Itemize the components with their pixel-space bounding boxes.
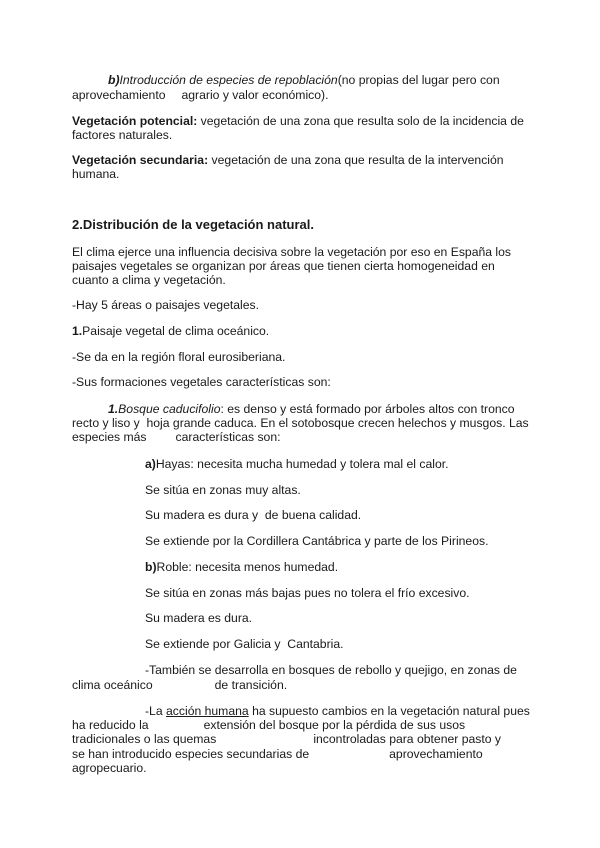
section-heading: 2.Distribución de la vegetación natural. — [72, 217, 315, 232]
roble-line-2: Se sitúa en zonas más bajas pues no tolera el frío excesivo. — [145, 586, 470, 600]
accion-line-3: tradicionales o las quemas incontroladas para obtener pasto y — [72, 732, 501, 746]
hayas-line-3: Su madera es dura y de buena calidad. — [145, 508, 362, 522]
vegetacion-potencial-line-1: Vegetación potencial: vegetación de una zona que resulta solo de la incidencia de — [72, 114, 524, 128]
term-label: Vegetación potencial: — [72, 114, 198, 128]
hayas-line-2: Se sitúa en zonas muy altas. — [145, 483, 301, 497]
vegetacion-secundaria-line-1: Vegetación secundaria: vegetación de una zona que resulta de la intervención — [72, 153, 504, 167]
paisaje-1-heading: 1.Paisaje vegetal de clima oceánico. — [72, 324, 270, 338]
intro-line-3: cuanto a clima y vegetación. — [72, 273, 226, 287]
underlined-term: acción humana — [166, 704, 249, 718]
bosque-line-2: recto y liso y hoja grande caduca. En el sotobosque crecen helechos y musgos. Las — [72, 416, 529, 430]
roble-line-1: b)Roble: necesita menos humedad. — [145, 560, 339, 574]
rebollo-line-2: clima oceánico de transición. — [72, 678, 288, 692]
areas-line: -Hay 5 áreas o paisajes vegetales. — [72, 298, 259, 312]
accion-line-1: -La acción humana ha supuesto cambios en la vegetación natural pues — [145, 704, 530, 718]
formaciones-line: -Sus formaciones vegetales características son: — [72, 375, 331, 389]
item-number: b) — [145, 560, 157, 574]
accion-line-2: ha reducido la extensión del bosque por la pérdida de sus usos — [72, 718, 466, 732]
intro-line-1: El clima ejerce una influencia decisiva sobre la vegetación por eso en España los — [72, 245, 512, 259]
hayas-line-4: Se extiende por la Cordillera Cantábrica y parte de los Pirineos. — [145, 534, 489, 548]
term-label: Vegetación secundaria: — [72, 153, 209, 167]
region-line: -Se da en la región floral eurosiberiana. — [72, 350, 286, 364]
item-title: Introducción de especies de repoblación — [119, 73, 338, 87]
item-title: Bosque caducifolio — [118, 402, 221, 416]
intro-line-2: paisajes vegetales se organizan por áreas que tienen cierta homogeneidad en — [72, 259, 495, 273]
repoblacion-line-2: aprovechamiento agrario y valor económico). — [72, 88, 329, 102]
item-number: a) — [145, 457, 156, 471]
roble-line-3: Su madera es dura. — [145, 611, 253, 625]
item-number: b) — [108, 73, 120, 87]
repoblacion-line-1: b)Introducción de especies de repoblación(no propias del lugar pero con — [108, 73, 500, 87]
roble-line-4: Se extiende por Galicia y Cantabria. — [145, 637, 344, 651]
bosque-line-3: especies más características son: — [72, 430, 281, 444]
item-number: 1. — [72, 324, 83, 338]
vegetacion-potencial-line-2: factores naturales. — [72, 128, 173, 142]
accion-line-4: se han introducido especies secundarias de aprovechamiento — [72, 747, 483, 761]
vegetacion-secundaria-line-2: humana. — [72, 167, 120, 181]
accion-line-5: agropecuario. — [72, 761, 147, 775]
item-number: 1. — [108, 402, 119, 416]
hayas-line-1: a)Hayas: necesita mucha humedad y tolera mal el calor. — [145, 457, 449, 471]
rebollo-line-1: -También se desarrolla en bosques de rebollo y quejigo, en zonas de — [145, 663, 517, 677]
bosque-line-1: 1.Bosque caducifolio: es denso y está formado por árboles altos con tronco — [108, 402, 515, 416]
